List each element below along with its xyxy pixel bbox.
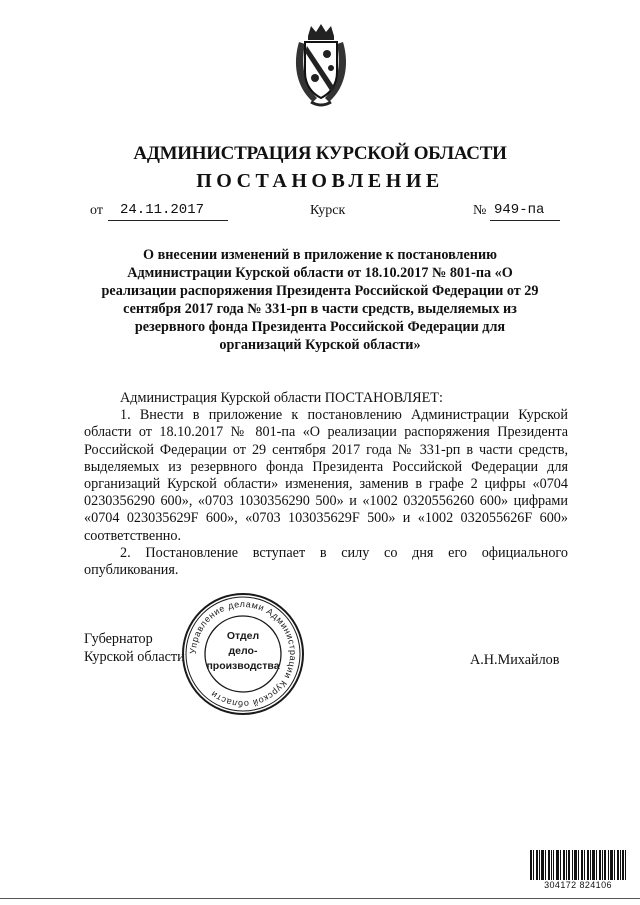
signer-name: А.Н.Михайлов: [470, 652, 560, 668]
position-line-2: Курской области: [84, 649, 185, 665]
document-city: Курск: [310, 203, 346, 218]
date-prefix: от: [90, 203, 103, 218]
document-meta-line: [90, 203, 560, 223]
svg-text:производства: производства: [206, 660, 280, 672]
signature-position: [84, 630, 185, 666]
resolution-intro: Администрация Курской области ПОСТАНОВЛЯЕТ:: [120, 390, 443, 406]
document-subject: О внесении изменений в приложение к постановлению Администрации Курской области от 18.10.2017 № 801-па «О реализации распоряжения Президента Российской Федерации от 29 сентября 2017 года № 331-рп в части средств, выделяемых из резервного фонда Президента Российской Федерации для организаций Курской области»: [101, 247, 539, 353]
position-line-1: Губернатор: [84, 631, 153, 647]
svg-text:Отдел: Отдел: [226, 630, 260, 642]
resolution-item-2: 2. Постановление вступает в силу со дня его официального опубликования.: [84, 544, 568, 579]
svg-text:Управление делами Администраци: Управление делами Администрации Курской области: [187, 598, 299, 710]
coat-of-arms-icon: [291, 22, 351, 110]
page-bottom-edge: [0, 898, 640, 899]
resolution-item-1: 1. Внести в приложение к постановлению Администрации Курской области от 18.10.2017 № 801-па «О реализации распоряжения Президента Российской Федерации от 29 сентября 2017 года № 331-рп в части средств, выделяемых из резервного фонда Президента Российской Федерации для организаций Курской области» изменения, заменив в графе 2 цифры «0704 0230356290 600», «0703 1030356290 500» и «1002 0320556260 600» цифрами «0704 023035629F 600», «0703 103035629F 500» и «1002 032055626F 600» соответственно.: [84, 407, 568, 544]
office-stamp: [180, 591, 306, 717]
number-underline: [490, 220, 560, 221]
organization-title: АДМИНИСТРАЦИЯ КУРСКОЙ ОБЛАСТИ: [133, 143, 507, 164]
date-underline: [108, 220, 228, 221]
barcode-number: 304172 824106: [530, 880, 626, 890]
svg-text:дело-: дело-: [228, 645, 258, 657]
number-prefix: №: [473, 203, 487, 218]
document-number: 949-па: [494, 202, 545, 218]
document-body: [84, 390, 568, 579]
document-date: 24.11.2017: [120, 202, 205, 218]
document-type: ПОСТАНОВЛЕНИЕ: [196, 170, 444, 192]
